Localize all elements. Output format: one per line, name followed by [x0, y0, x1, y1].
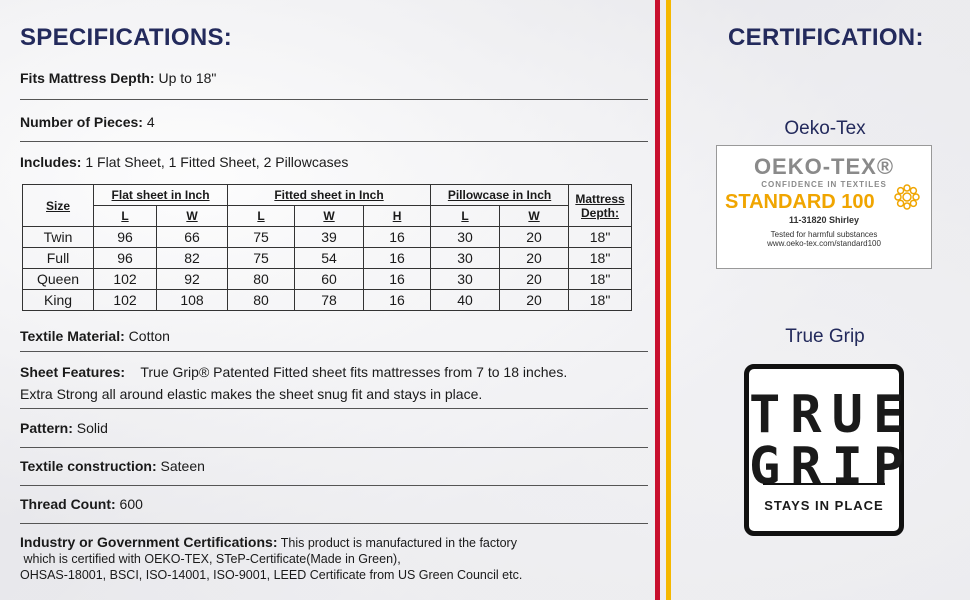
oeko-tex-title: Oeko-Tex: [784, 118, 866, 139]
construction-value: Sateen: [156, 458, 205, 474]
table-cell: 18": [569, 248, 632, 269]
table-row-queen: [23, 269, 632, 290]
mattress-depth-header: Mattress Depth:: [569, 185, 632, 227]
table-cell: 80: [228, 290, 295, 311]
table-cell: 54: [295, 248, 364, 269]
subheader-fitted-h: H: [364, 206, 431, 227]
spec-row-material: [20, 328, 648, 352]
oeko-standard: STANDARD 100: [725, 191, 875, 213]
table-cell: 96: [94, 248, 157, 269]
size-header: Size: [23, 185, 94, 227]
oeko-number: 11-31820 Shirley: [788, 215, 860, 225]
subheader-pillow-l: L: [431, 206, 500, 227]
subheader-fitted-l: L: [228, 206, 295, 227]
table-cell: 30: [431, 269, 500, 290]
subheader-fitted-w: W: [295, 206, 364, 227]
features-line2: Extra Strong all around elastic makes the sheet snug fit and stays in place.: [20, 386, 483, 402]
depth-label: Fits Mattress Depth:: [20, 70, 155, 86]
flower-icon: [893, 183, 921, 211]
industry-value: This product is manufactured in the factory: [277, 536, 517, 550]
true-grip-logo: [744, 364, 915, 536]
industry-line2: which is certified with OEKO-TEX, STeP-Certificate(Made in Green),: [20, 552, 401, 566]
thread-label: Thread Count:: [20, 496, 116, 512]
table-cell: 39: [295, 227, 364, 248]
size-table: [22, 184, 632, 311]
table-cell: 16: [364, 248, 431, 269]
true-grip-divider: [763, 483, 885, 485]
pattern-label: Pattern:: [20, 420, 73, 436]
spec-row-pattern: [20, 420, 648, 448]
table-cell: 20: [500, 248, 569, 269]
pillowcase-header: Pillowcase in Inch: [431, 185, 569, 206]
table-cell: 40: [431, 290, 500, 311]
table-cell: 92: [156, 269, 227, 290]
true-grip-tagline: STAYS IN PLACE: [764, 498, 884, 513]
spec-row-pieces: [20, 114, 648, 142]
table-cell: 18": [569, 290, 632, 311]
pieces-value: 4: [142, 114, 155, 130]
subheader-flat-l: L: [94, 206, 157, 227]
spec-row-thread: [20, 496, 648, 524]
table-cell: Twin: [23, 227, 94, 248]
table-cell: 96: [94, 227, 157, 248]
table-cell: 16: [364, 290, 431, 311]
features-value: True Grip® Patented Fitted sheet fits mattresses from 7 to 18 inches.: [125, 364, 568, 380]
table-cell: 20: [500, 227, 569, 248]
table-cell: 20: [500, 269, 569, 290]
true-grip-line1: TRUE: [749, 385, 915, 445]
subheader-pillow-w: W: [500, 206, 569, 227]
industry-line3: OHSAS-18001, BSCI, ISO-14001, ISO-9001, LEED Certificate from US Green Council etc.: [20, 568, 523, 582]
specifications-heading: SPECIFICATIONS:: [20, 24, 233, 51]
table-cell: 20: [500, 290, 569, 311]
flat-sheet-header: Flat sheet in Inch: [94, 185, 228, 206]
table-cell: 18": [569, 227, 632, 248]
spec-row-depth: [20, 70, 648, 100]
subheader-flat-w: W: [156, 206, 227, 227]
table-cell: 60: [295, 269, 364, 290]
table-row-full: [23, 248, 632, 269]
table-cell: 66: [156, 227, 227, 248]
table-cell: 16: [364, 269, 431, 290]
certification-panel: [680, 0, 970, 600]
yellow-stripe: [666, 0, 671, 600]
table-cell: King: [23, 290, 94, 311]
table-cell: 30: [431, 227, 500, 248]
oeko-brand: OEKO-TEX®: [753, 154, 895, 179]
includes-label: Includes:: [20, 154, 82, 170]
true-grip-line2: GRIP: [749, 437, 915, 497]
spec-row-construction: [20, 458, 648, 486]
features-label: Sheet Features:: [20, 364, 126, 380]
table-row-twin: [23, 227, 632, 248]
oeko-tex-logo: [716, 145, 932, 269]
specifications-panel: [20, 0, 648, 600]
spec-row-industry: [20, 534, 648, 588]
oeko-tagline: CONFIDENCE IN TEXTILES: [761, 180, 887, 189]
oeko-url: www.oeko-tex.com/standard100: [767, 239, 881, 248]
depth-value: Up to 18": [154, 70, 217, 86]
industry-label: Industry or Government Certifications:: [20, 534, 278, 550]
spec-row-features: [20, 361, 648, 409]
table-cell: 102: [94, 290, 157, 311]
pieces-label: Number of Pieces:: [20, 114, 143, 130]
table-cell: 80: [228, 269, 295, 290]
construction-label: Textile construction:: [20, 458, 157, 474]
table-row-king: [23, 290, 632, 311]
table-cell: 16: [364, 227, 431, 248]
fitted-sheet-header: Fitted sheet in Inch: [228, 185, 431, 206]
includes-value: 1 Flat Sheet, 1 Fitted Sheet, 2 Pillowcases: [81, 154, 349, 170]
table-cell: 75: [228, 248, 295, 269]
material-value: Cotton: [124, 328, 170, 344]
table-cell: 30: [431, 248, 500, 269]
thread-value: 600: [115, 496, 143, 512]
true-grip-title: True Grip: [785, 326, 865, 347]
table-cell: Queen: [23, 269, 94, 290]
table-cell: 18": [569, 269, 632, 290]
red-stripe: [655, 0, 660, 600]
table-cell: 108: [156, 290, 227, 311]
table-cell: 78: [295, 290, 364, 311]
table-cell: Full: [23, 248, 94, 269]
spec-row-includes: [20, 154, 648, 180]
table-cell: 75: [228, 227, 295, 248]
table-cell: 102: [94, 269, 157, 290]
table-cell: 82: [156, 248, 227, 269]
certification-heading: CERTIFICATION:: [728, 24, 924, 51]
pattern-value: Solid: [72, 420, 108, 436]
material-label: Textile Material:: [20, 328, 125, 344]
oeko-tested: Tested for harmful substances: [770, 230, 878, 239]
